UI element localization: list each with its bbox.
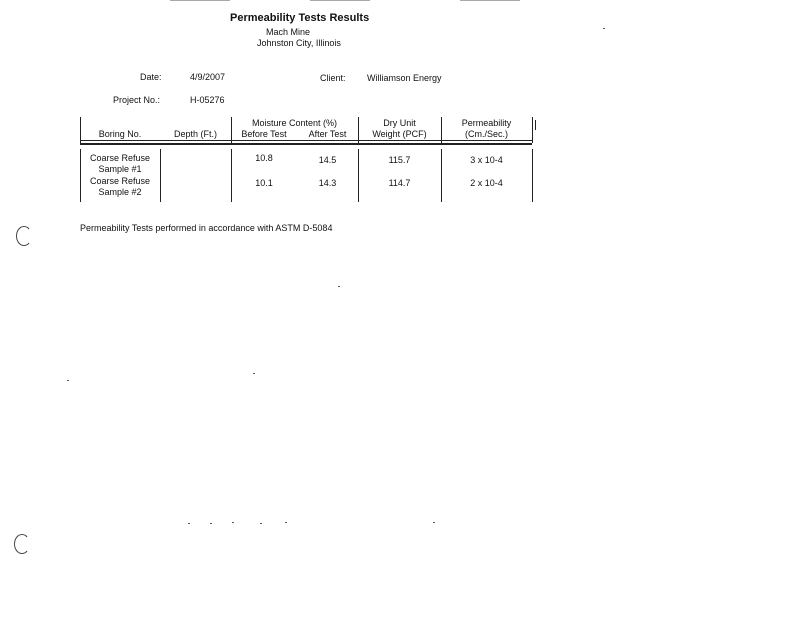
table-col-rule <box>532 117 533 143</box>
before-cell: 10.1 <box>255 178 273 188</box>
scan-speck <box>338 286 340 287</box>
permeability-cell: 3 x 10-4 <box>470 155 503 165</box>
scan-speck <box>188 523 190 524</box>
col-header-perm-units: (Cm./Sec.) <box>464 129 508 139</box>
fax-header-fragment <box>170 0 230 1</box>
before-cell: 10.8 <box>255 153 273 163</box>
punch-hole-mark <box>16 226 32 246</box>
footnote: Permeability Tests performed in accordance with ASTM D-5084 <box>80 223 333 233</box>
after-cell: 14.3 <box>318 178 337 188</box>
fax-header-fragment <box>310 0 370 1</box>
sample-cell: Sample #1 <box>98 164 142 174</box>
boring-cell: Coarse Refuse <box>89 176 151 186</box>
table-col-rule <box>160 149 161 202</box>
col-header-permeability: Permeability <box>461 118 512 128</box>
col-header-depth: Depth (Ft.) <box>173 129 217 139</box>
scan-speck <box>232 522 234 523</box>
after-cell: 14.5 <box>318 155 337 165</box>
boring-cell: Coarse Refuse <box>89 153 151 163</box>
city-name: Johnston City, Illinois <box>257 38 341 48</box>
fax-header-fragment <box>460 0 520 1</box>
date-value: 4/9/2007 <box>190 72 226 82</box>
col-header-before: Before Test <box>241 129 287 139</box>
scan-speck <box>210 523 212 524</box>
scan-speck <box>285 522 287 523</box>
scan-speck <box>433 522 435 523</box>
table-header-rule-thick <box>80 143 532 145</box>
scan-speck <box>67 380 69 381</box>
table-header-rule <box>80 140 532 141</box>
mine-name: Mach Mine <box>266 27 311 37</box>
dry-weight-cell: 115.7 <box>388 155 411 165</box>
permeability-cell: 2 x 10-4 <box>470 178 503 188</box>
col-header-boring: Boring No. <box>98 129 142 139</box>
project-value: H-05276 <box>190 95 225 105</box>
client-value: Williamson Energy <box>367 73 442 83</box>
scan-speck <box>253 373 255 374</box>
punch-hole-mark <box>14 534 30 554</box>
col-header-dry-unit: Dry Unit <box>383 118 416 128</box>
client-label: Client: <box>320 73 346 83</box>
sample-cell: Sample #2 <box>98 187 142 197</box>
table-col-rule <box>532 149 533 202</box>
col-header-moisture: Moisture Content (%) <box>251 118 338 128</box>
dry-weight-cell: 114.7 <box>388 178 411 188</box>
project-label: Project No.: <box>113 95 161 105</box>
date-label: Date: <box>140 72 162 82</box>
scan-speck <box>603 28 605 29</box>
report-title: Permeability Tests Results <box>230 12 370 24</box>
scan-speck <box>260 523 262 524</box>
col-header-dry-weight: Weight (PCF) <box>372 129 427 139</box>
col-header-after: After Test <box>308 129 347 139</box>
table-edge-mark <box>535 120 536 130</box>
